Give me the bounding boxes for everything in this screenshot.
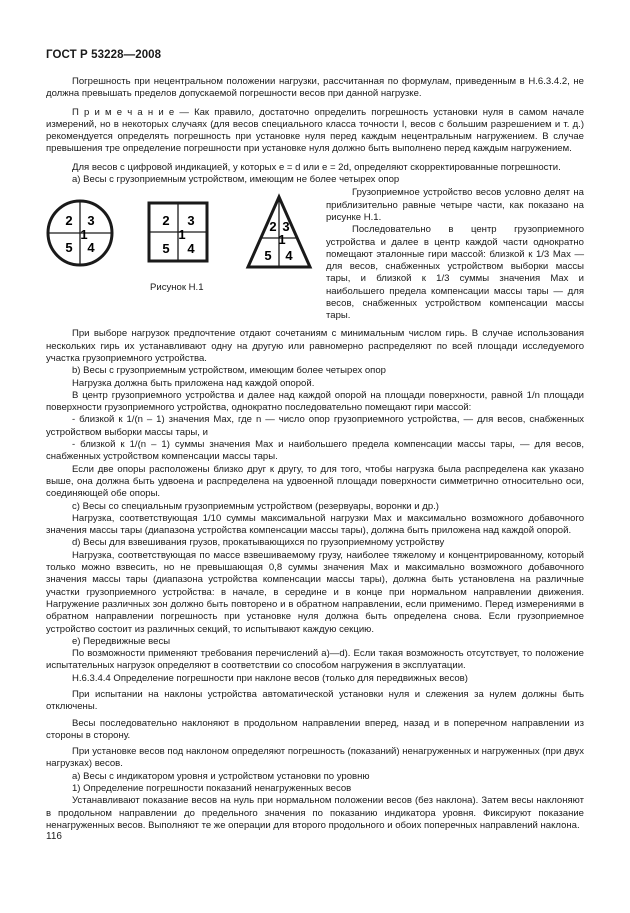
paragraph-c: Нагрузка, соответствующая 1/10 суммы максимальной нагрузки Max и максимально возможного добавочного значения массы тары (диапазона устройства компенсации массы тары), должна быть приложена над каждой опорой. [46, 512, 584, 537]
square-platform-diagram [149, 203, 207, 261]
figure-side-text [326, 187, 584, 322]
paragraph-b-3: Если две опоры расположены близко друг к другу, то для того, чтобы нагрузка была распределена как указано выше, она должна быть удвоена и распределена на удвоенной площади поверхности симметрично относительно оси, соединяющей обе опоры. [46, 463, 584, 500]
paragraph-b-2: В центр грузоприемного устройства и далее над каждой опорой на площади поверхности, равной 1/n площади поверхности грузоприемного устройства, однократно последовательно помещают гири массой: [46, 389, 584, 414]
paragraph-nonuniform-error: Погрешность при нецентральном положении нагрузки, рассчитанная по формулам, приведенным в Н.6.3.4.2, не должна превышать пределов допускаемой погрешности весов при данной нагрузке. [46, 76, 584, 100]
document-header: ГОСТ Р 53228—2008 [46, 49, 162, 61]
paragraph-load-choice: При выборе нагрузок предпочтение отдают сочетаниям с минимальным числом гирь. В случае использования нескольких гирь их устанавливают одну на другую или равномерно распределяют по всей площади исследуемого участка грузоприемного устройства. [46, 328, 584, 364]
item-b-heading: b) Весы с грузоприемным устройством, имеющим более четырех опор [72, 365, 386, 377]
triangle-label-2: 2 [269, 219, 277, 235]
circle-label-4: 4 [87, 240, 95, 256]
paragraph-tilt-a1: Устанавливают показание весов на нуль при нормальном положении весов (без наклона). Затем весы наклоняют в продольном направлении до предельного значения по показанию индикатора уровня. Фиксируют показание ненагруженных весов. Выполняют те же операции для второго продольного и обоих поперечных направлений наклона. [46, 795, 584, 831]
list-item-b-2: - близкой к 1/(n – 1) суммы значения Max и наибольшего предела компенсации массы тары, — для весов, снабженных устройством компенсации массы тары. [46, 439, 584, 463]
note-paragraph: П р и м е ч а н и е — Как правило, достаточно определить погрешность установки нуля в самом начале измерений, но в некоторых случаях (для весов специального класса точности I, весов с большим разрешением и т. д.) рекомендуется определять погрешность при установке нуля перед каждым нецентральным нагружением. В случае превышения тре определение погрешности при установке нуля должно быть выполнено перед каждым нагружением. [46, 106, 584, 155]
figure-h1-drawing [46, 187, 316, 279]
figure-h1 [46, 187, 316, 328]
triangle-label-5: 5 [264, 248, 272, 264]
triangle-label-3: 3 [282, 219, 290, 235]
circle-label-3: 3 [87, 213, 95, 229]
triangle-platform-diagram [248, 197, 310, 267]
paragraph-b-1: Нагрузка должна быть приложена над каждой опорой. [72, 377, 315, 389]
square-label-3: 3 [187, 213, 195, 229]
figure-side-paragraph-2: Последовательно в центр грузоприемного устройства и далее в центр каждой части однократно помещают эталонные гири массой: близкой к 1/3 Max — для весов, снабженных устройством выборки массы тары, и близкой к 1/3 суммы значения Max и наибольшего предела компенсации массы тары — для весов, снабженных устройством компенсации массы тары. [326, 224, 584, 322]
document-body [46, 76, 584, 832]
paragraph-d: Нагрузка, соответствующая по массе взвешиваемому грузу, наиболее тяжелому и концентрированному, который только можно взвесить, но не превышающая 0,8 суммы значения Max и максимально возможного добавочного значения массы тары (диапазона устройства компенсации массы тары), должна быть установлена на различные участки грузоприемного устройства: в начале, в середине и в конце при нормальном направлении движения. Нагружение различных зон должно быть повторено и в обратном направлении, если применимо. Перед измерениями в обратном направлении погрешность при установке нуля должна быть определена снова. Если грузоприемное устройство состоит из различных секций, то испытывают каждую секцию. [46, 549, 584, 635]
paragraph-digital-indication: Для весов с цифровой индикацией, у которых e = d или e = 2d, определяют скорректированные погрешности. [72, 161, 561, 173]
triangle-label-4: 4 [285, 248, 293, 264]
figure-block [46, 187, 584, 328]
item-e-heading: e) Передвижные весы [72, 635, 171, 647]
circle-label-1: 1 [80, 227, 88, 243]
item-tilt-a1-heading: 1) Определение погрешности показаний ненагруженных весов [72, 783, 352, 795]
paragraph-tilt-1: При испытании на наклоны устройства автоматической установки нуля и слежения за нулем должны быть отключены. [46, 688, 584, 713]
figure-side-paragraph-1: Грузоприемное устройство весов условно делят на приблизительно равные четыре части, как показано на рисунке Н.1. [326, 187, 584, 223]
square-label-1: 1 [178, 227, 186, 243]
triangle-label-1: 1 [278, 232, 286, 248]
item-tilt-a-heading: a) Весы с индикатором уровня и устройством установки по уровню [72, 770, 370, 782]
item-c-heading: c) Весы со специальным грузоприемным устройством (резервуары, воронки и др.) [72, 500, 439, 512]
section-h6344-heading: Н.6.3.4.4 Определение погрешности при наклоне весов (только для передвижных весов) [72, 672, 468, 684]
paragraph-tilt-2: Весы последовательно наклоняют в продольном направлении вперед, назад и в поперечном направлении из стороны в сторону. [46, 717, 584, 741]
circle-label-2: 2 [65, 213, 73, 229]
page-number: 116 [46, 831, 62, 842]
paragraph-tilt-3: При установке весов под наклоном определяют погрешность (показаний) ненагруженных и нагруженных (при двух нагрузках) весов. [46, 746, 584, 770]
circle-label-5: 5 [65, 240, 73, 256]
square-label-2: 2 [162, 213, 170, 229]
square-label-5: 5 [162, 241, 170, 257]
item-d-heading: d) Весы для взвешивания грузов, прокатывающихся по грузоприемному устройству [72, 537, 445, 549]
circle-platform-diagram [48, 201, 112, 265]
square-label-4: 4 [187, 241, 195, 257]
item-a-heading: a) Весы с грузоприемным устройством, имеющим не более четырех опор [72, 174, 400, 186]
figure-caption: Рисунок Н.1 [150, 282, 204, 294]
paragraph-e: По возможности применяют требования перечислений a)—d). Если такая возможность отсутствует, то положение испытательных нагрузок определяют в соответствии со способом нагружения в эксплуатации. [46, 648, 584, 672]
list-item-b-1: - близкой к 1/(n – 1) значения Max, где n — число опор грузоприемного устройства, — для весов, снабженных устройством выборки массы тары, и [46, 414, 584, 438]
